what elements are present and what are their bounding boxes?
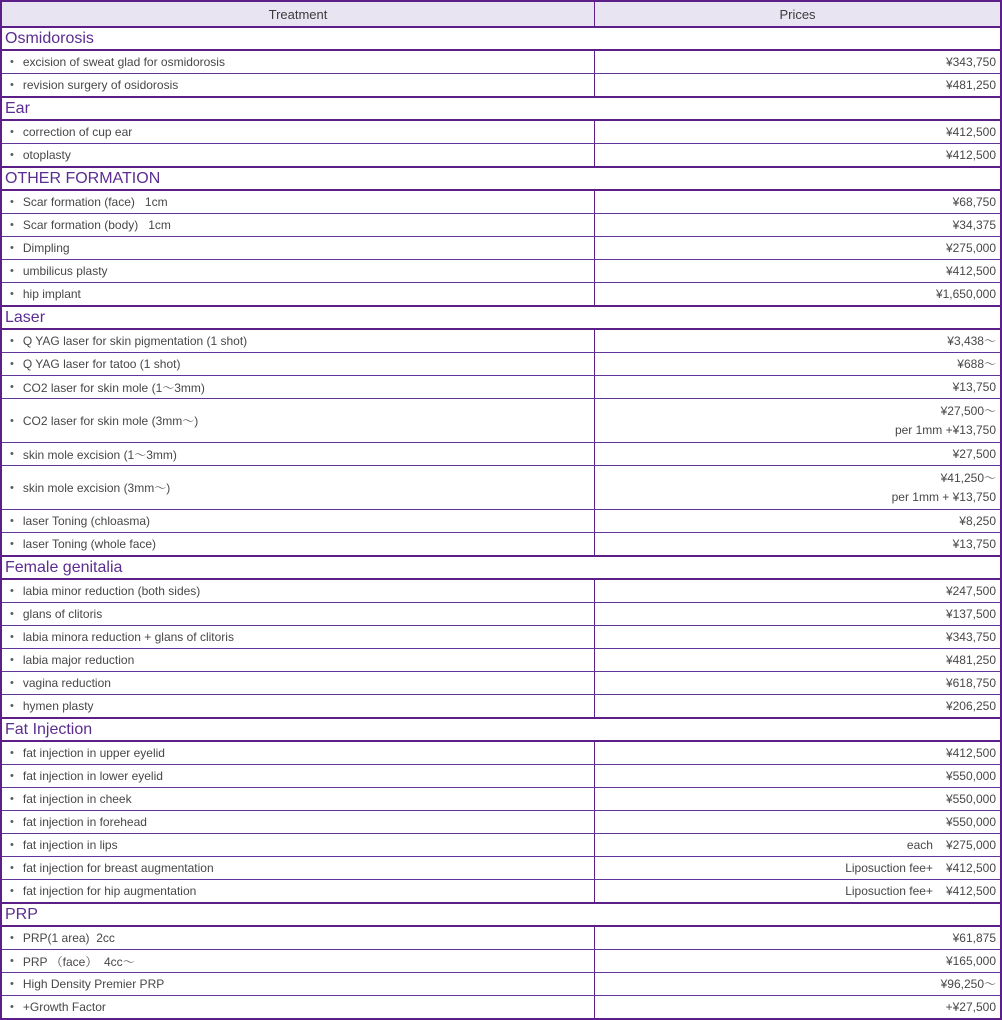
price-cell [595, 330, 1000, 352]
treatment-cell [2, 510, 595, 532]
table-row [2, 833, 1000, 856]
price-cell [595, 626, 1000, 648]
price-line [946, 998, 996, 1017]
table-row [2, 465, 1000, 509]
price-amount: ¥688〜 [957, 356, 996, 371]
price-line [959, 512, 996, 531]
table-row [2, 764, 1000, 787]
section-prp [2, 904, 1000, 1018]
price-cell [595, 283, 1000, 305]
treatment-cell [2, 283, 595, 305]
price-cell [595, 950, 1000, 972]
treatment-cell [2, 765, 595, 787]
price-amount: ¥96,250〜 [940, 976, 996, 991]
treatment-cell [2, 996, 595, 1018]
table-row [2, 442, 1000, 465]
bullet-icon: • [10, 56, 14, 68]
table-row [2, 398, 1000, 442]
bullet-icon: • [10, 538, 14, 550]
table-row [2, 972, 1000, 995]
bullet-icon: • [10, 448, 14, 460]
price-cell [595, 880, 1000, 902]
price-cell [595, 603, 1000, 625]
price-amount: ¥275,000 [945, 240, 996, 255]
bullet-icon: • [10, 515, 14, 527]
treatment-cell [2, 857, 595, 879]
treatment-label: laser Toning (whole face) [22, 537, 157, 551]
price-prefix-label: each [906, 837, 933, 852]
bullet-icon: • [10, 1001, 14, 1013]
treatment-label: labia minora reduction + glans of clitoris [22, 630, 234, 644]
bullet-icon: • [10, 414, 14, 427]
treatment-cell [2, 950, 595, 972]
price-line [953, 216, 996, 235]
price-line-2 [892, 488, 996, 507]
treatment-cell [2, 214, 595, 236]
treatment-label: umbilicus plasty [22, 264, 108, 278]
bullet-icon: • [10, 265, 14, 277]
table-row [2, 648, 1000, 671]
price-amount: ¥13,750 [952, 536, 996, 551]
treatment-label: Q YAG laser for tatoo (1 shot) [22, 357, 181, 371]
price-line [946, 239, 996, 258]
section-female-genitalia [2, 557, 1000, 719]
treatment-label: fat injection in lips [22, 838, 118, 852]
bullet-icon: • [10, 358, 14, 370]
bullet-icon: • [10, 978, 14, 990]
treatment-cell [2, 376, 595, 398]
treatment-label: Scar formation (face) 1cm [22, 195, 168, 209]
bullet-icon: • [10, 839, 14, 851]
treatment-label: +Growth Factor [22, 1000, 106, 1014]
table-row [2, 375, 1000, 398]
treatment-cell [2, 880, 595, 902]
price-amount: ¥550,000 [945, 814, 996, 829]
treatment-label: skin mole excision (3mm〜) [22, 481, 171, 495]
bullet-icon: • [10, 149, 14, 161]
price-cell [595, 765, 1000, 787]
table-row [2, 602, 1000, 625]
treatment-cell [2, 626, 595, 648]
price-amount: ¥27,500 [952, 446, 996, 461]
table-row [2, 694, 1000, 717]
price-line [947, 332, 996, 351]
treatment-label: glans of clitoris [22, 607, 103, 621]
treatment-cell [2, 74, 595, 96]
treatment-cell [2, 927, 595, 949]
treatment-label: hymen plasty [22, 699, 94, 713]
price-cell [595, 742, 1000, 764]
section-title-ear: Ear [2, 98, 1000, 121]
price-line [941, 469, 996, 488]
section-osmidorosis [2, 28, 1000, 98]
price-amount: ¥247,500 [945, 583, 996, 598]
price-line [957, 355, 996, 374]
treatment-cell [2, 399, 595, 442]
price-cell [595, 51, 1000, 73]
section-title-osmidorosis: Osmidorosis [2, 28, 1000, 51]
section-title-laser: Laser [2, 307, 1000, 330]
treatment-cell [2, 191, 595, 213]
bullet-icon: • [10, 793, 14, 805]
price-line [946, 53, 996, 72]
treatment-label: fat injection in upper eyelid [22, 746, 165, 760]
bullet-icon: • [10, 932, 14, 944]
price-line [953, 378, 996, 397]
bullet-icon: • [10, 608, 14, 620]
price-cell [595, 376, 1000, 398]
price-amount: ¥34,375 [952, 217, 996, 232]
treatment-cell [2, 144, 595, 166]
price-cell [595, 144, 1000, 166]
bullet-icon: • [10, 126, 14, 138]
price-cell [595, 353, 1000, 375]
table-row [2, 995, 1000, 1018]
table-row [2, 143, 1000, 166]
price-line [953, 193, 996, 212]
price-table-body [2, 28, 1000, 1018]
bullet-icon: • [10, 79, 14, 91]
table-row [2, 879, 1000, 902]
treatment-cell [2, 603, 595, 625]
treatment-label: fat injection for hip augmentation [22, 884, 197, 898]
treatment-label: fat injection in cheek [22, 792, 132, 806]
bullet-icon: • [10, 885, 14, 897]
price-line [946, 674, 996, 693]
table-row [2, 742, 1000, 764]
treatment-label: CO2 laser for skin mole (3mm〜) [22, 414, 199, 428]
table-row [2, 625, 1000, 648]
treatment-label: labia minor reduction (both sides) [22, 584, 201, 598]
table-row [2, 282, 1000, 305]
price-line [936, 285, 996, 304]
table-row [2, 121, 1000, 143]
table-row [2, 856, 1000, 879]
treatment-label: fat injection in forehead [22, 815, 147, 829]
table-row [2, 213, 1000, 236]
price-cell [595, 996, 1000, 1018]
treatment-cell [2, 649, 595, 671]
table-row [2, 259, 1000, 282]
treatment-cell [2, 834, 595, 856]
treatment-label: CO2 laser for skin mole (1〜3mm) [22, 380, 205, 395]
price-amount: ¥412,500 [945, 883, 996, 898]
price-line [953, 929, 996, 948]
price-line [946, 813, 996, 832]
price-amount: ¥412,500 [945, 124, 996, 139]
price-cell [595, 121, 1000, 143]
treatment-label: Dimpling [22, 241, 70, 255]
price-line [946, 744, 996, 763]
price-cell [595, 927, 1000, 949]
treatment-label: correction of cup ear [22, 125, 133, 139]
table-row [2, 671, 1000, 694]
price-line [953, 445, 996, 464]
price-cell [595, 811, 1000, 833]
treatment-cell [2, 121, 595, 143]
bullet-icon: • [10, 677, 14, 689]
price-line [946, 628, 996, 647]
price-prefix-label: Liposuction fee+ [845, 883, 933, 898]
treatment-label: otoplasty [22, 148, 71, 162]
table-row [2, 51, 1000, 73]
price-amount: ¥412,500 [945, 147, 996, 162]
price-cell [595, 857, 1000, 879]
price-cell [595, 466, 1000, 509]
treatment-label: vagina reduction [22, 676, 111, 690]
bullet-icon: • [10, 631, 14, 643]
treatment-label: excision of sweat glad for osmidorosis [22, 55, 225, 69]
section-fat-injection [2, 719, 1000, 904]
price-amount: ¥481,250 [945, 652, 996, 667]
bullet-icon: • [10, 816, 14, 828]
treatment-label: Scar formation (body) 1cm [22, 218, 171, 232]
price-line [946, 146, 996, 165]
price-cell [595, 191, 1000, 213]
section-laser [2, 307, 1000, 557]
bullet-icon: • [10, 700, 14, 712]
price-line [845, 882, 996, 901]
bullet-icon: • [10, 219, 14, 231]
price-amount: ¥13,750 [952, 379, 996, 394]
price-amount: ¥550,000 [945, 791, 996, 806]
treatment-cell [2, 533, 595, 555]
price-amount: ¥412,500 [945, 860, 996, 875]
price-amount: ¥41,250〜 [940, 470, 996, 485]
price-cell [595, 834, 1000, 856]
table-row [2, 532, 1000, 555]
table-row [2, 787, 1000, 810]
price-line [946, 790, 996, 809]
treatment-cell [2, 695, 595, 717]
price-amount: ¥137,500 [945, 606, 996, 621]
treatment-label: revision surgery of osidorosis [22, 78, 179, 92]
price-cell [595, 510, 1000, 532]
treatment-label: labia major reduction [22, 653, 135, 667]
bullet-icon: • [10, 585, 14, 597]
bullet-icon: • [10, 770, 14, 782]
treatment-cell [2, 672, 595, 694]
price-amount: ¥550,000 [945, 768, 996, 783]
price-line [907, 836, 996, 855]
bullet-icon: • [10, 747, 14, 759]
price-line [845, 859, 996, 878]
price-line [941, 975, 996, 994]
treatment-cell [2, 788, 595, 810]
price-amount: ¥27,500〜 [940, 403, 996, 418]
table-row [2, 580, 1000, 602]
treatment-cell [2, 466, 595, 509]
price-amount: ¥206,250 [945, 698, 996, 713]
price-amount: ¥343,750 [945, 54, 996, 69]
price-cell [595, 788, 1000, 810]
price-amount: ¥1,650,000 [935, 286, 996, 301]
table-row [2, 330, 1000, 352]
price-amount: ¥3,438〜 [947, 333, 996, 348]
treatment-label: skin mole excision (1〜3mm) [22, 447, 177, 462]
column-header-prices: Prices [779, 6, 816, 22]
treatment-label: PRP （face） 4cc〜 [22, 954, 135, 969]
price-cell [595, 533, 1000, 555]
price-amount: ¥275,000 [945, 837, 996, 852]
price-amount: ¥61,875 [952, 930, 996, 945]
treatment-label: fat injection in lower eyelid [22, 769, 163, 783]
section-title-female-genitalia: Female genitalia [2, 557, 1000, 580]
price-cell [595, 214, 1000, 236]
treatment-label: PRP(1 area) 2cc [22, 931, 115, 945]
bullet-icon: • [10, 335, 14, 347]
price-amount: ¥481,250 [945, 77, 996, 92]
bullet-icon: • [10, 381, 14, 393]
table-row [2, 810, 1000, 833]
price-line [946, 651, 996, 670]
price-line [946, 123, 996, 142]
table-row [2, 509, 1000, 532]
price-amount: ¥165,000 [945, 953, 996, 968]
price-amount: ¥68,750 [952, 194, 996, 209]
table-row [2, 73, 1000, 96]
treatment-label: fat injection for breast augmentation [22, 861, 214, 875]
price-line [946, 605, 996, 624]
price-line [953, 535, 996, 554]
price-cell [595, 74, 1000, 96]
price-cell [595, 260, 1000, 282]
price-cell [595, 399, 1000, 442]
bullet-icon: • [10, 955, 14, 967]
treatment-cell [2, 353, 595, 375]
price-cell [595, 672, 1000, 694]
price-line [946, 767, 996, 786]
price-amount: ¥343,750 [945, 629, 996, 644]
treatment-cell [2, 742, 595, 764]
bullet-icon: • [10, 242, 14, 254]
price-amount: ¥412,500 [945, 745, 996, 760]
treatment-cell [2, 51, 595, 73]
treatment-cell [2, 811, 595, 833]
bullet-icon: • [10, 196, 14, 208]
table-row [2, 352, 1000, 375]
table-header-row [2, 2, 1000, 28]
price-amount: ¥412,500 [945, 263, 996, 278]
price-cell [595, 695, 1000, 717]
price-cell [595, 973, 1000, 995]
price-line [946, 952, 996, 971]
treatment-label: laser Toning (chloasma) [22, 514, 151, 528]
section-title-other-formation: OTHER FORMATION [2, 168, 1000, 191]
price-line [941, 402, 996, 421]
table-row [2, 927, 1000, 949]
table-row [2, 191, 1000, 213]
section-other-formation [2, 168, 1000, 307]
price-prefix-label: Liposuction fee+ [845, 860, 933, 875]
treatment-cell [2, 237, 595, 259]
price-cell [595, 237, 1000, 259]
bullet-icon: • [10, 481, 14, 494]
price-line [946, 262, 996, 281]
price-amount: ¥618,750 [945, 675, 996, 690]
treatment-label: Q YAG laser for skin pigmentation (1 shot) [22, 334, 248, 348]
price-cell [595, 580, 1000, 602]
bullet-icon: • [10, 654, 14, 666]
column-header-treatment: Treatment [2, 2, 595, 26]
treatment-cell [2, 330, 595, 352]
treatment-cell [2, 973, 595, 995]
price-cell [595, 443, 1000, 465]
section-ear [2, 98, 1000, 168]
price-amount: ¥8,250 [959, 513, 996, 528]
price-cell [595, 649, 1000, 671]
price-line [946, 582, 996, 601]
section-title-prp: PRP [2, 904, 1000, 927]
bullet-icon: • [10, 862, 14, 874]
table-row [2, 949, 1000, 972]
table-row [2, 236, 1000, 259]
price-line [946, 697, 996, 716]
price-amount-secondary: per 1mm +¥13,750 [894, 422, 996, 437]
bullet-icon: • [10, 288, 14, 300]
price-amount: +¥27,500 [945, 999, 996, 1014]
treatment-label: hip implant [22, 287, 81, 301]
price-line-2 [895, 421, 996, 440]
price-amount-secondary: per 1mm + ¥13,750 [891, 489, 996, 504]
section-title-fat-injection: Fat Injection [2, 719, 1000, 742]
treatment-cell [2, 580, 595, 602]
treatment-label: High Density Premier PRP [22, 977, 165, 991]
treatment-cell [2, 260, 595, 282]
treatment-cell [2, 443, 595, 465]
price-line [946, 76, 996, 95]
